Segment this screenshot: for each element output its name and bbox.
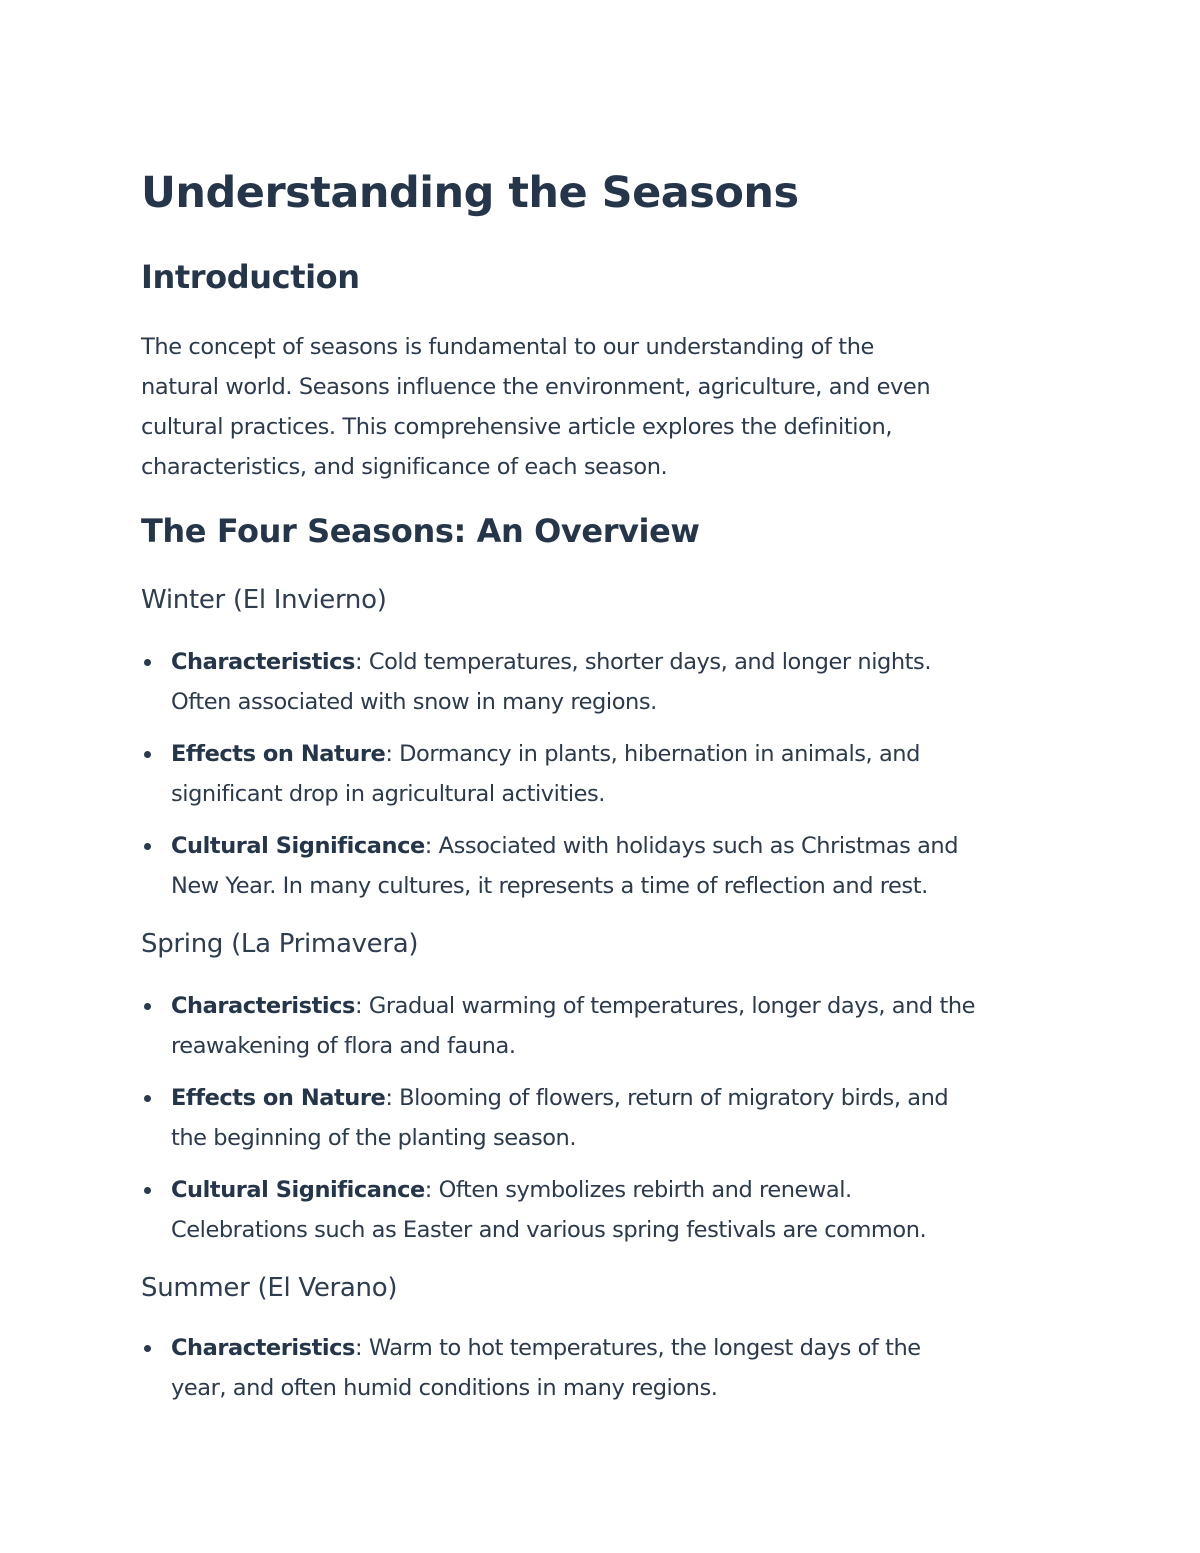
item-text: : Associated with holidays such as Christmas and (424, 833, 959, 859)
list-item (141, 1170, 1071, 1250)
summer-heading: Summer (El Verano) (141, 1273, 398, 1303)
item-label: Effects on Nature (171, 741, 386, 767)
item-text: : Dormancy in plants, hibernation in animals, and (385, 741, 920, 767)
spring-heading: Spring (La Primavera) (141, 929, 419, 959)
summer-list (141, 1328, 1071, 1420)
introduction-line: The concept of seasons is fundamental to our understanding of the (141, 334, 875, 360)
introduction-line: cultural practices. This comprehensive article explores the definition, (141, 414, 893, 440)
list-item (141, 826, 1071, 906)
item-label: Characteristics (171, 1335, 355, 1361)
item-text: reawakening of flora and fauna. (171, 1033, 516, 1059)
introduction-heading: Introduction (141, 258, 360, 296)
list-item (141, 642, 1071, 722)
page-title: Understanding the Seasons (141, 168, 799, 218)
item-label: Cultural Significance (171, 1177, 425, 1203)
introduction-line: natural world. Seasons influence the environment, agriculture, and even (141, 374, 931, 400)
item-text: : Cold temperatures, shorter days, and longer nights. (355, 649, 932, 675)
item-label: Effects on Nature (171, 1085, 386, 1111)
item-text: significant drop in agricultural activities. (171, 781, 606, 807)
item-text: : Blooming of flowers, return of migratory birds, and (385, 1085, 949, 1111)
item-text: : Gradual warming of temperatures, longer days, and the (355, 993, 976, 1019)
winter-heading: Winter (El Invierno) (141, 585, 387, 615)
item-text: Often associated with snow in many regions. (171, 689, 657, 715)
item-label: Cultural Significance (171, 833, 425, 859)
item-text: year, and often humid conditions in many regions. (171, 1375, 718, 1401)
spring-list (141, 986, 1071, 1262)
item-text: Celebrations such as Easter and various spring festivals are common. (171, 1217, 927, 1243)
list-item (141, 1078, 1071, 1158)
item-text: New Year. In many cultures, it represents a time of reflection and rest. (171, 873, 928, 899)
list-item (141, 1328, 1071, 1408)
introduction-paragraph (141, 327, 1041, 487)
winter-list (141, 642, 1071, 918)
item-text: the beginning of the planting season. (171, 1125, 577, 1151)
item-label: Characteristics (171, 649, 355, 675)
overview-heading: The Four Seasons: An Overview (141, 512, 700, 550)
item-text: : Often symbolizes rebirth and renewal. (424, 1177, 852, 1203)
item-label: Characteristics (171, 993, 355, 1019)
introduction-line: characteristics, and significance of each season. (141, 454, 668, 480)
list-item (141, 986, 1071, 1066)
list-item (141, 734, 1071, 814)
item-text: : Warm to hot temperatures, the longest days of the (355, 1335, 921, 1361)
